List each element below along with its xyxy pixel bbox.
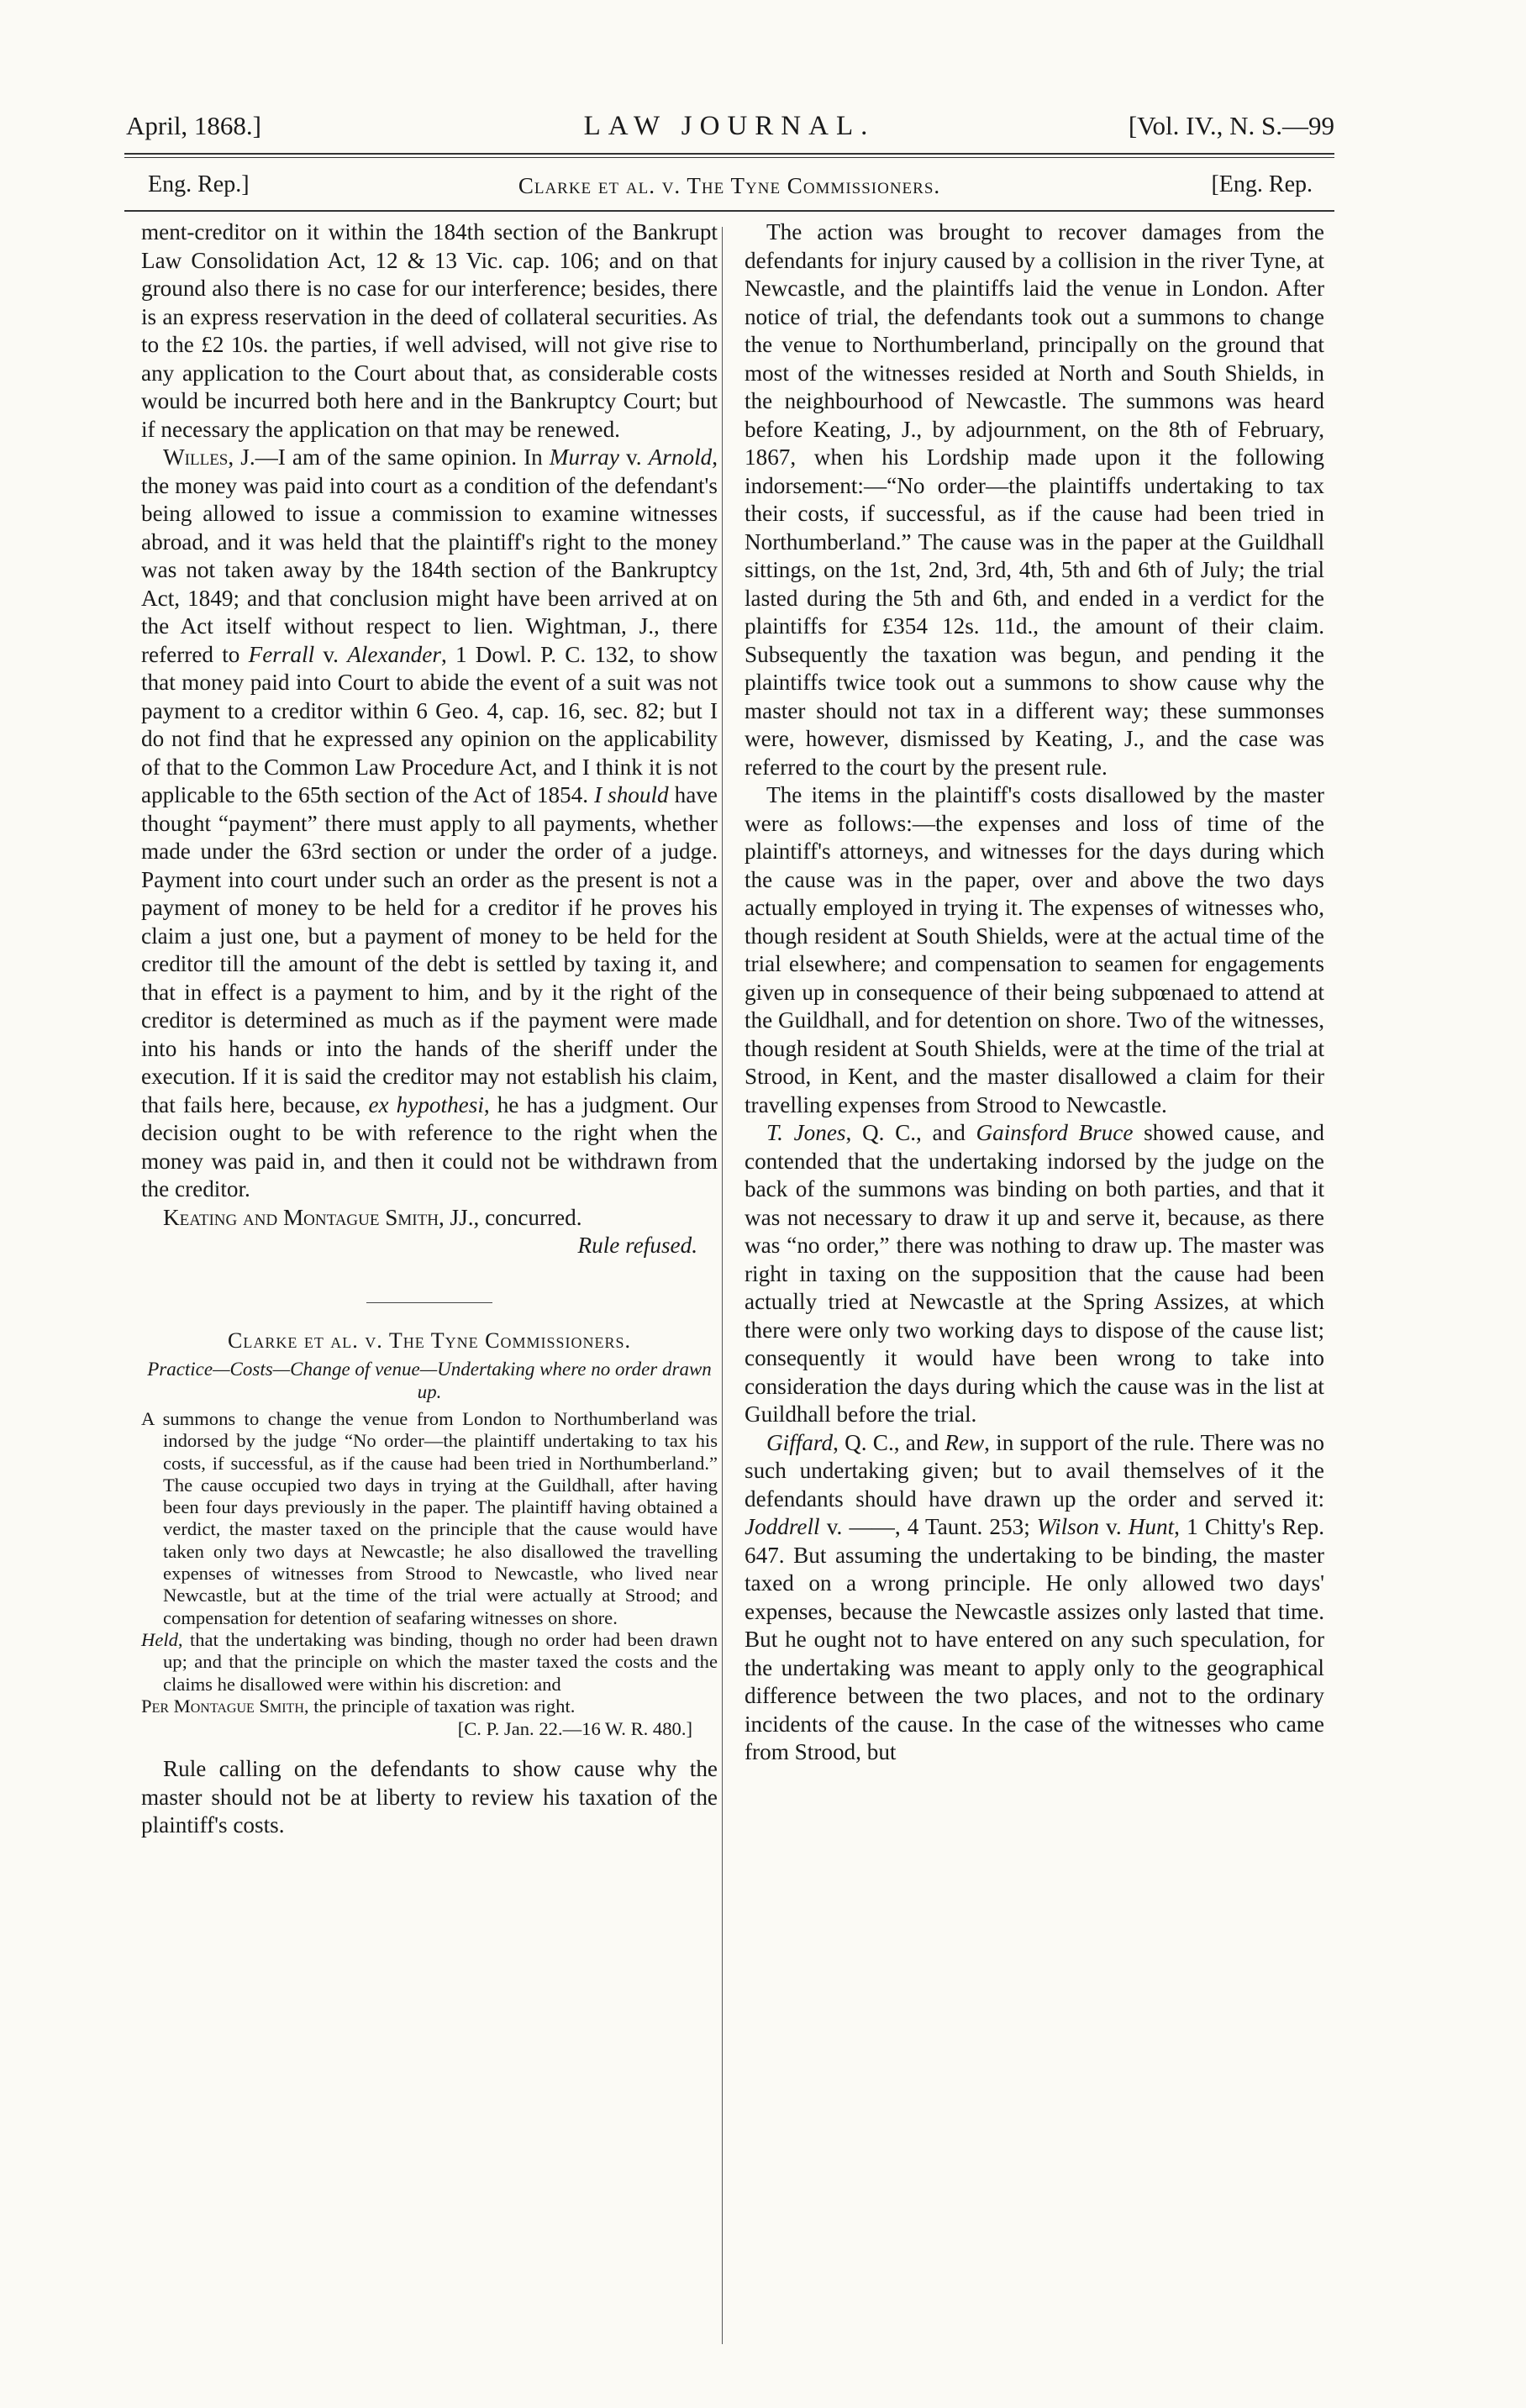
text-run: v. — [314, 641, 348, 667]
running-header — [124, 101, 1334, 153]
text-run: , 1 Dowl. P. C. 132, to show that money paid into Court to abide the event of a suit was not payment to a creditor within 6 Geo. 4, cap. 16, sec. 82; but I do not find that he expressed any opinion on the applicability of that to the Common Law Procedure Act, and I think it is not applicable to the 65th section of the Act of 1854. — [141, 641, 718, 807]
text-run: , that the undertaking was binding, though no order had been drawn up; and that the principle on which the master taxed the costs and the claims he disallowed were within his discretion: and — [163, 1628, 718, 1695]
text-run: v. — [1098, 1514, 1129, 1539]
judge-name: Willes — [163, 444, 229, 470]
paragraph: The items in the plaintiff's costs disallowed by the master were as follows:—the expenses and loss of time of the plaintiff's attorneys, and witnesses for the days during which the cause was in the paper, over and above the two days actually employed in trying it. The expenses of witnesses who, though resident at South Shields, were at the actual time of the trial elsewhere; and compensation to seamen for engagements given up in consequence of their being subpœnaed to attend at the Guildhall, and for detention on shore. Two of the witnesses, though resident at South Shields, were at the time of the trial at Strood, in Kent, and the master disallowed a claim for their travelling expenses from Strood to Newcastle. — [745, 782, 1324, 1117]
judge-names: Keating and Montague Smith — [163, 1204, 439, 1230]
text-run: , J.—I am of the same opinion. In — [228, 444, 550, 470]
sub-header — [124, 158, 1334, 210]
case-name: Hunt — [1128, 1514, 1175, 1539]
paragraph: The action was brought to recover damages from the defendants for injury caused by a collision in the river Tyne, at Newcastle, and the plaintiffs laid the venue in London. After notice of trial, the defendants took out a summons to change the venue to Northumberland, principally on the ground that most of the witnesses resided at North and South Shields, in the neighbourhood of Newcastle. The summons was heard before Keating, J., by adjournment, on the 8th of February, 1867, when his Lordship made upon it the following indorsement:—“No order—the plaintiffs undertaking to tax their costs, if successful, as if the cause had been tried in Northumberland.” The cause was in the paper at the Guildhall sittings, on the 1st, 2nd, 3rd, 4th, 5th and 6th of July; the trial lasted during the 5th and 6th, and ended in a verdict for the plaintiffs for £354 12s. 11d., the amount of their claim. Subsequently the taxation was begun, and pending it the plaintiffs twice took out a summons to show cause why the master should not tax in a different way; these summonses were, however, dismissed by Keating, J., and the case was referred to the court by the present rule. — [745, 219, 1324, 780]
column-divider — [722, 227, 723, 2344]
header-date: April, 1868.] — [126, 111, 262, 140]
emphasis: I should — [594, 782, 669, 807]
text-run: v. — [618, 444, 649, 470]
latin-phrase: ex hypothesi — [368, 1091, 484, 1117]
text-columns — [124, 218, 1334, 2319]
text-run: have thought “payment” there must apply to all payments, whether made under the 63rd section or under the order of a judge. Payment into court under such an order as the present is not a payment of money to be held for a creditor if he proves his claim a just one, but a payment of money to be held for the creditor till the amount of the debt is settled by taxing it, and that in effect is a payment to him, and by it the right of the creditor is determined as much as if the payment were made into his hands or into the hands of the sheriff under the execution. If it is said the creditor may not establish his claim, that fails here, because, — [141, 782, 718, 1117]
journal-title: LAW JOURNAL. — [583, 111, 876, 141]
headnote-per — [141, 1696, 718, 1717]
paragraph-rule: Rule calling on the defendants to show cause why the master should not be at liberty to review his taxation of the plaintiff's costs. — [141, 1756, 718, 1838]
held-label: Held — [141, 1628, 178, 1650]
right-column — [745, 218, 1324, 1767]
sub-header-left: Eng. Rep.] — [148, 171, 250, 197]
case-name: Arnold — [648, 444, 713, 470]
counsel-name: Gainsford Bruce — [976, 1120, 1134, 1145]
text-run: showed cause, and contended that the undertaking indorsed by the judge on the back of the summons was binding on both parties, and that it was not necessary to draw it up and serve it, because, as there was “no order,” there was nothing to draw up. The master was right in taxing on the supposition that the cause had been actually tried at Newcastle at the Spring Assizes, at which there were only two working days to dispose of the cause list; consequently it would have been wrong to take into consideration the days during which the cause was in the list at Guildhall before the trial. — [745, 1120, 1324, 1427]
case-name: Joddrell — [745, 1514, 820, 1539]
sub-header-right: [Eng. Rep. — [1211, 171, 1313, 197]
concurrence — [141, 1204, 718, 1233]
text-run: , Q. C., and — [845, 1120, 976, 1145]
case-name: Wilson — [1036, 1514, 1099, 1539]
sub-header-rule — [124, 210, 1334, 212]
paragraph: ment-creditor on it within the 184th section of the Bankrupt Law Consolidation Act, 12 & 13 Vic. cap. 106; and on that ground also there is no case for our interference; besides, there is an express reservation in the deed of collateral securities. As to the £2 10s. the parties, if well advised, will not give rise to any application to the Court about that, as considerable costs would be incurred both here and in the Bankruptcy Court; but if necessary the application on that may be renewed. — [141, 219, 718, 442]
counsel-name: T. Jones — [766, 1120, 846, 1145]
case-name: Murray — [549, 444, 619, 470]
per-label: Per Montague Smith — [141, 1695, 304, 1717]
paragraph-jones — [745, 1119, 1324, 1429]
headnote-held — [141, 1629, 718, 1696]
text-run: , he has a judgment. Our decision ought to be with reference to the right when the money was paid in, and then it could not be withdrawn from the creditor. — [141, 1091, 718, 1201]
rule-refused: Rule refused. — [577, 1233, 697, 1258]
catchwords: Practice—Costs—Change of venue—Undertaking where no order drawn up. — [147, 1359, 712, 1402]
text-run: , the principle of taxation was right. — [303, 1695, 576, 1717]
counsel-name: Giffard — [766, 1429, 834, 1455]
case-title: Clarke et al. v. The Tyne Commissioners. — [227, 1328, 631, 1353]
paragraph-willes — [141, 444, 718, 1204]
case-name: Ferrall — [248, 641, 315, 667]
header-volume-page: [Vol. IV., N. S.—99 — [1128, 111, 1334, 140]
left-column — [141, 218, 718, 1840]
counsel-name: Rew — [945, 1429, 985, 1455]
text-run: , in support of the rule. There was no such undertaking given; but to avail themselves of it the defendants should have drawn up the order and served it: — [745, 1429, 1324, 1512]
citation: [C. P. Jan. 22.—16 W. R. 480.] — [457, 1718, 692, 1740]
headnote: A summons to change the venue from London to Northumberland was indorsed by the judge “No order—the plaintiff undertaking to tax his costs, if successful, as if the cause had been tried in Northumberland.” The cause occupied two days in trying at the Guildhall, after having been four days previously in the paper. The plaintiff having obtained a verdict, the master taxed on the principle that the cause would have taken only two days at Newcastle; he also disallowed the travelling expenses of witnesses from Strood to Newcastle, who lived near Newcastle, but at the time of the trial were actually at Strood; and compensation for detention of seafaring witnesses on shore. — [141, 1408, 718, 1628]
text-run: , the money was paid into court as a condition of the defendant's being allowed to issue a commission to examine witnesses abroad, and it was held that the plaintiff's right to the money was not taken away by the 184th section of the Bankruptcy Act, 1849; and that conclusion might have been arrived at on the Act itself without respect to lien. Wightman, J., there referred to — [141, 444, 718, 667]
paragraph-giffard — [745, 1429, 1324, 1767]
sub-header-case: Clarke et al. v. The Tyne Commissioners. — [518, 173, 941, 198]
section-separator — [366, 1302, 492, 1303]
text-run: , 1 Chitty's Rep. 647. But assuming the undertaking to be binding, the master taxed on a wrong principle. He only allowed two days' expenses, because the Newcastle assizes only lasted that time. But he ought not to have entered on any such speculation, for the undertaking was meant to apply only to the geographical difference between the two places, and not to the ordinary incidents of the cause. In the case of the witnesses who came from Strood, but — [745, 1514, 1324, 1764]
text-run: v. ——, 4 Taunt. 253; — [819, 1514, 1037, 1539]
case-name: Alexander — [347, 641, 441, 667]
journal-page — [124, 101, 1334, 2319]
text-run: , JJ., concurred. — [438, 1204, 582, 1230]
text-run: , Q. C., and — [833, 1429, 945, 1455]
